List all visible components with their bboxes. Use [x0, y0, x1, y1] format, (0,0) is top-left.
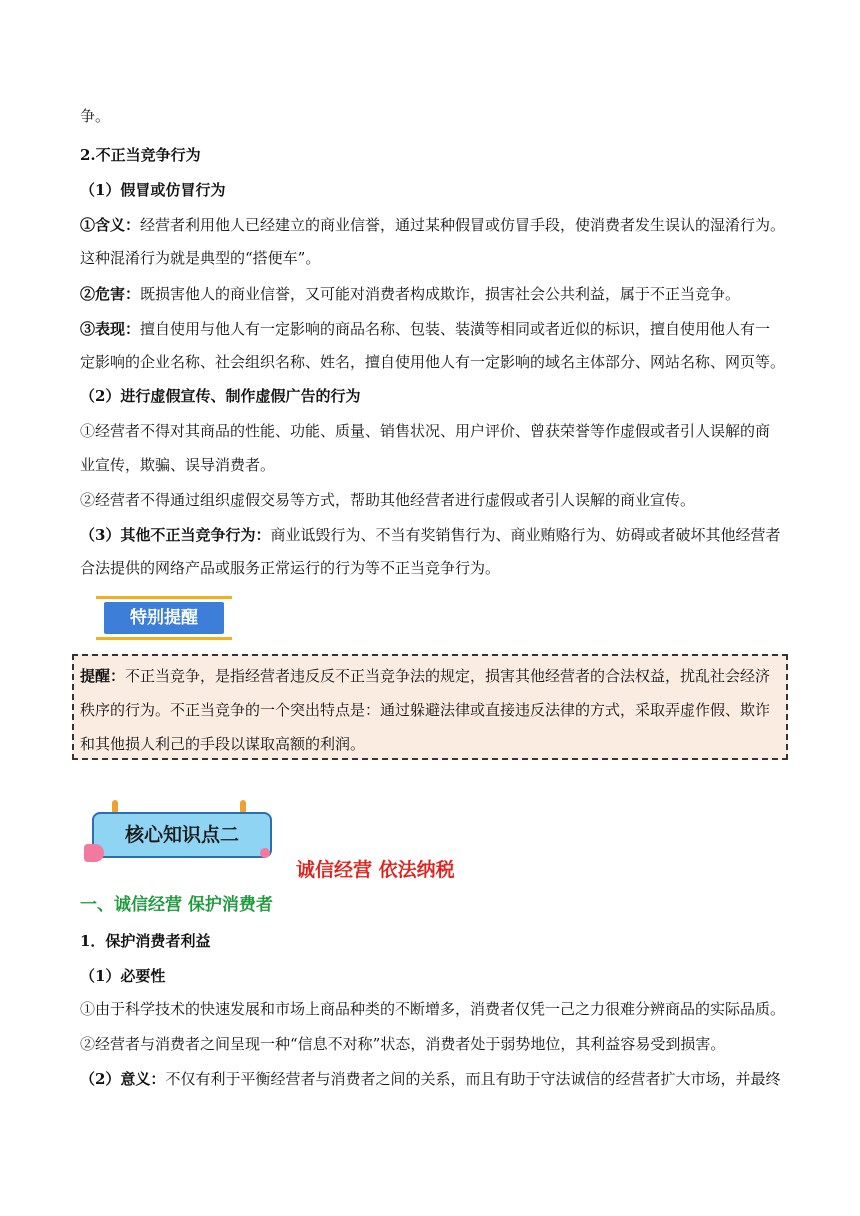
text-line	[80, 284, 790, 304]
reminder-line	[80, 666, 786, 686]
text-line	[80, 525, 790, 545]
text-line: ①经营者不得对其商品的性能、功能、质量、销售状况、用户评价、曾获荣誉等作虚假或者引人误解的商	[80, 422, 771, 440]
text-line: 业宣传，欺骗、误导消费者。	[80, 456, 276, 474]
text-line: 这种混淆行为就是典型的“搭便车”。	[80, 249, 321, 267]
text-line	[80, 215, 790, 235]
subheading-necessity: （1）必要性	[80, 967, 166, 985]
section-heading: 一、诚信经营 保护消费者	[80, 895, 273, 915]
reminder-text: 不正当竞争，是指经营者违反反不正当竞争法的规定，损害其他经营者的合法权益，扰乱社会经济	[125, 667, 771, 685]
text-line	[80, 319, 790, 339]
subheading-false-ads: （2）进行虚假宣传、制作虚假广告的行为	[80, 387, 361, 405]
subheading-protect-consumers: 1．保护消费者利益	[80, 932, 211, 950]
text-line: ②经营者与消费者之间呈现一种“信息不对称”状态，消费者处于弱势地位，其利益容易受到损害。	[80, 1035, 726, 1053]
text-line: 争。	[80, 107, 111, 125]
reminder-box	[72, 654, 788, 760]
text-meaning: 经营者利用他人已经建立的商业信誉，通过某种假冒或仿冒手段，使消费者发生误认的湿淆行为。	[140, 216, 786, 234]
core-knowledge-label: 核心知识点二	[92, 812, 272, 858]
label-meaning: ①含义：	[80, 216, 141, 234]
label-harm: ②危害：	[80, 285, 141, 303]
text-harm: 既损害他人的商业信誉，又可能对消费者构成欺诈，损害社会公共利益，属于不正当竞争。	[140, 285, 741, 303]
text-line: ①由于科学技术的快速发展和市场上商品种类的不断增多，消费者仅凭一己之力很难分辨商品的实际品质。	[80, 1000, 786, 1018]
text-manifestation: 擅自使用与他人有一定影响的商品名称、包装、装潢等相同或者近似的标识，擅自使用他人有一	[140, 320, 771, 338]
text-line: 合法提供的网络产品或服务正常运行的行为等不正当竞争行为。	[80, 559, 501, 577]
text-line: 定影响的企业名称、社会组织名称、姓名，擅自使用他人有一定影响的域名主体部分、网站名称、网页等。	[80, 353, 786, 371]
reminder-label: 提醒：	[80, 667, 126, 685]
heading-unfair-competition: 2.不正当竞争行为	[80, 146, 201, 164]
reminder-line: 秩序的行为。不正当竞争的一个突出特点是：通过躲避法律或直接违反法律的方式，采取弄虚作假、欺诈	[80, 701, 771, 719]
text-other-unfair: 商业诋毁行为、不当有奖销售行为、商业贿赂行为、妨碍或者破坏其他经营者	[270, 526, 781, 544]
special-reminder-label: 特别提醒	[104, 602, 224, 634]
label-significance: （2）意义：	[80, 1070, 166, 1088]
reminder-line: 和其他损人利己的手段以谋取高额的利润。	[80, 735, 366, 753]
core-knowledge-badge	[84, 800, 280, 870]
section-title: 诚信经营 依法纳税	[296, 859, 455, 881]
text-line: ②经营者不得通过组织虚假交易等方式，帮助其他经营者进行虚假或者引人误解的商业宣传。	[80, 491, 696, 509]
label-other-unfair: （3）其他不正当竞争行为：	[80, 526, 271, 544]
megaphone-icon	[84, 844, 104, 862]
text-significance: 不仅有利于平衡经营者与消费者之间的关系，而且有助于守法诚信的经营者扩大市场，并最终	[165, 1070, 781, 1088]
special-reminder-badge	[96, 596, 232, 640]
label-manifestation: ③表现：	[80, 320, 141, 338]
subheading-counterfeit: （1）假冒或仿冒行为	[80, 181, 226, 199]
text-line	[80, 1069, 790, 1089]
